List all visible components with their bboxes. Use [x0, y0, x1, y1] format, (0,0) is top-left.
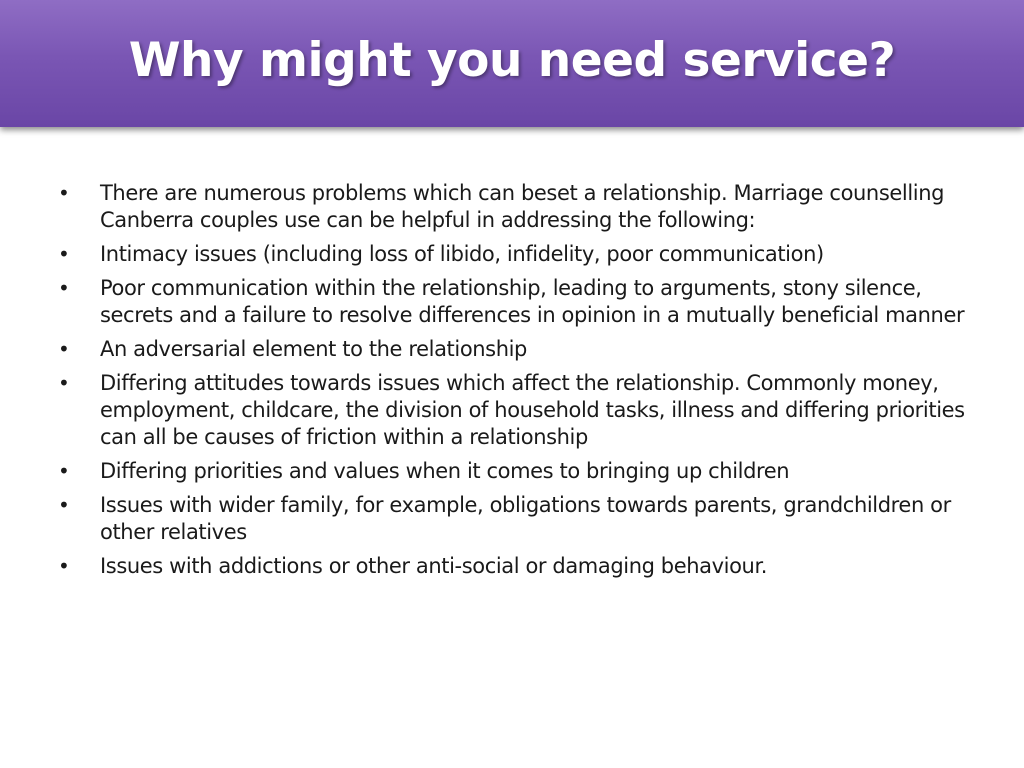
bullet-dot-icon: • — [58, 493, 70, 517]
bullet-dot-icon: • — [58, 554, 70, 578]
bullet-item — [58, 492, 978, 546]
bullet-item — [58, 336, 978, 363]
bullet-item — [58, 370, 978, 451]
bullet-dot-icon: • — [58, 276, 70, 300]
bullet-text: Poor communication within the relationship, leading to arguments, stony silence, secrets and a failure to resolve differences in opinion in a mutually beneficial manner — [100, 276, 965, 327]
bullet-text: There are numerous problems which can beset a relationship. Marriage counselling Canberra couples use can be helpful in addressing the following: — [100, 181, 945, 232]
bullet-text: Issues with wider family, for example, obligations towards parents, grandchildren or other relatives — [100, 493, 951, 544]
bullet-text: Differing attitudes towards issues which affect the relationship. Commonly money, employment, childcare, the division of household tasks, illness and differing priorities can all be causes of friction within a relationship — [100, 371, 965, 449]
slide-content — [58, 180, 978, 587]
bullet-list — [58, 180, 978, 580]
bullet-item — [58, 180, 978, 234]
bullet-item — [58, 275, 978, 329]
bullet-text: Issues with addictions or other anti-social or damaging behaviour. — [100, 554, 768, 578]
bullet-dot-icon: • — [58, 459, 70, 483]
bullet-item — [58, 553, 978, 580]
bullet-text: Intimacy issues (including loss of libido, infidelity, poor communication) — [100, 242, 824, 266]
bullet-dot-icon: • — [58, 337, 70, 361]
bullet-dot-icon: • — [58, 242, 70, 266]
bullet-text: An adversarial element to the relationship — [100, 337, 527, 361]
bullet-item — [58, 241, 978, 268]
bullet-item — [58, 458, 978, 485]
slide-title: Why might you need service? — [128, 33, 896, 88]
bullet-text: Differing priorities and values when it comes to bringing up children — [100, 459, 790, 483]
bullet-dot-icon: • — [58, 181, 70, 205]
title-bar — [0, 0, 1024, 127]
bullet-dot-icon: • — [58, 371, 70, 395]
